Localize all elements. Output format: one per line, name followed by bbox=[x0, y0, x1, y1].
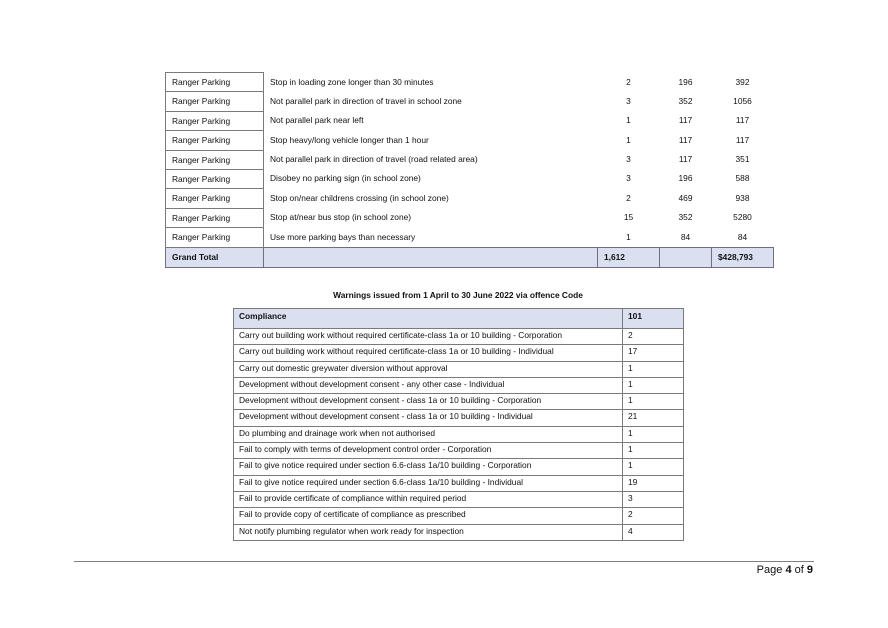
parking-row bbox=[166, 208, 774, 227]
offence-total-cell: 117 bbox=[735, 134, 750, 145]
offence-count-cell: 15 bbox=[623, 212, 634, 223]
warning-offence-cell: Not notify plumbing regulator when work ready for inspection bbox=[234, 524, 623, 540]
offence-fine-cell: 469 bbox=[678, 192, 693, 203]
offence-fine-cell: 117 bbox=[678, 115, 693, 126]
offence-fine-cell: 352 bbox=[678, 95, 693, 106]
offence-description-cell: Stop on/near childrens crossing (in school zone) bbox=[264, 189, 598, 208]
offence-count-cell: 1 bbox=[626, 115, 631, 126]
warning-row bbox=[234, 508, 684, 524]
offence-total-cell: 117 bbox=[735, 115, 750, 126]
warning-count-cell: 21 bbox=[623, 410, 684, 426]
offence-count-cell: 1 bbox=[626, 231, 631, 242]
page-of-word: of bbox=[794, 564, 804, 576]
grand-total-blank bbox=[264, 247, 598, 267]
warning-count-cell: 1 bbox=[623, 377, 684, 393]
warnings-caption: Warnings issued from 1 April to 30 June 2022 via offence Code bbox=[333, 290, 583, 300]
grand-total-label: Grand Total bbox=[166, 247, 264, 267]
warning-offence-cell: Development without development consent - any other case - Individual bbox=[234, 377, 623, 393]
offence-fine-cell: 352 bbox=[678, 212, 693, 223]
warning-offence-cell: Development without development consent - class 1a or 10 building - Corporation bbox=[234, 394, 623, 410]
warning-row bbox=[234, 345, 684, 361]
warnings-header-value: 101 bbox=[623, 309, 684, 329]
parking-row bbox=[166, 73, 774, 92]
warning-row bbox=[234, 329, 684, 345]
grand-total-count: 1,612 bbox=[598, 247, 660, 267]
offence-description-cell: Stop in loading zone longer than 30 minutes bbox=[264, 73, 598, 92]
offence-description-cell: Stop heavy/long vehicle longer than 1 hour bbox=[264, 131, 598, 150]
parking-row bbox=[166, 228, 774, 247]
warning-row bbox=[234, 443, 684, 459]
offence-description-cell: Not parallel park in direction of travel in school zone bbox=[264, 92, 598, 111]
offence-total-cell: 392 bbox=[735, 76, 750, 87]
offence-type-cell: Ranger Parking bbox=[166, 189, 264, 208]
offence-description-cell: Use more parking bays than necessary bbox=[264, 228, 598, 247]
warning-count-cell: 1 bbox=[623, 394, 684, 410]
offence-type-cell: Ranger Parking bbox=[166, 131, 264, 150]
warning-count-cell: 1 bbox=[623, 443, 684, 459]
parking-row bbox=[166, 169, 774, 188]
grand-total-amount: $428,793 bbox=[712, 247, 774, 267]
warning-row bbox=[234, 394, 684, 410]
warning-offence-cell: Fail to comply with terms of development control order - Corporation bbox=[234, 443, 623, 459]
offence-count-cell: 3 bbox=[626, 154, 631, 165]
warning-count-cell: 17 bbox=[623, 345, 684, 361]
page-number bbox=[757, 564, 813, 576]
warning-offence-cell: Development without development consent - class 1a or 10 building - Individual bbox=[234, 410, 623, 426]
parking-offences-table bbox=[165, 72, 774, 268]
warning-row bbox=[234, 361, 684, 377]
offence-total-cell: 351 bbox=[735, 154, 750, 165]
warning-count-cell: 3 bbox=[623, 491, 684, 507]
warning-count-cell: 1 bbox=[623, 459, 684, 475]
offence-type-cell: Ranger Parking bbox=[166, 208, 264, 227]
parking-row bbox=[166, 92, 774, 111]
offence-count-cell: 2 bbox=[626, 76, 631, 87]
warning-row bbox=[234, 459, 684, 475]
grand-total-fine-blank bbox=[660, 247, 712, 267]
footer-divider bbox=[74, 561, 814, 562]
parking-row bbox=[166, 131, 774, 150]
offence-type-cell: Ranger Parking bbox=[166, 92, 264, 111]
warning-offence-cell: Carry out building work without required certificate-class 1a or 10 building - Individual bbox=[234, 345, 623, 361]
warning-count-cell: 19 bbox=[623, 475, 684, 491]
offence-total-cell: 84 bbox=[737, 231, 748, 242]
offence-type-cell: Ranger Parking bbox=[166, 228, 264, 247]
offence-total-cell: 938 bbox=[735, 192, 750, 203]
grand-total-row bbox=[166, 247, 774, 267]
warning-row bbox=[234, 377, 684, 393]
offence-fine-cell: 196 bbox=[678, 173, 693, 184]
offence-fine-cell: 117 bbox=[678, 134, 693, 145]
warning-count-cell: 1 bbox=[623, 426, 684, 442]
warning-row bbox=[234, 475, 684, 491]
parking-row bbox=[166, 111, 774, 130]
warning-row bbox=[234, 524, 684, 540]
offence-total-cell: 1056 bbox=[733, 95, 752, 106]
page-word: Page bbox=[756, 564, 783, 576]
offence-description-cell: Not parallel park near left bbox=[264, 111, 598, 130]
warning-count-cell: 2 bbox=[623, 508, 684, 524]
offence-description-cell: Stop at/near bus stop (in school zone) bbox=[264, 208, 598, 227]
page-total: 9 bbox=[806, 564, 813, 576]
warning-offence-cell: Do plumbing and drainage work when not authorised bbox=[234, 426, 623, 442]
warning-offence-cell: Fail to give notice required under section 6.6-class 1a/10 building - Corporation bbox=[234, 459, 623, 475]
offence-type-cell: Ranger Parking bbox=[166, 111, 264, 130]
offence-description-cell: Disobey no parking sign (in school zone) bbox=[264, 169, 598, 188]
warning-offence-cell: Fail to provide copy of certificate of compliance as prescribed bbox=[234, 508, 623, 524]
warning-row bbox=[234, 410, 684, 426]
offence-count-cell: 3 bbox=[626, 173, 631, 184]
offence-total-cell: 5280 bbox=[733, 212, 752, 223]
offence-total-cell: 588 bbox=[735, 173, 750, 184]
warnings-table bbox=[233, 308, 684, 541]
parking-row bbox=[166, 150, 774, 169]
offence-count-cell: 2 bbox=[626, 192, 631, 203]
warning-offence-cell: Carry out building work without required certificate-class 1a or 10 building - Corporation bbox=[234, 329, 623, 345]
offence-fine-cell: 84 bbox=[680, 231, 691, 242]
offence-type-cell: Ranger Parking bbox=[166, 169, 264, 188]
warning-row bbox=[234, 491, 684, 507]
warning-offence-cell: Carry out domestic greywater diversion without approval bbox=[234, 361, 623, 377]
warning-offence-cell: Fail to give notice required under section 6.6-class 1a/10 building - Individual bbox=[234, 475, 623, 491]
warnings-header-label: Compliance bbox=[234, 309, 623, 329]
warning-offence-cell: Fail to provide certificate of compliance within required period bbox=[234, 491, 623, 507]
page-current: 4 bbox=[785, 564, 792, 576]
offence-count-cell: 1 bbox=[626, 134, 631, 145]
offence-count-cell: 3 bbox=[626, 95, 631, 106]
warning-count-cell: 1 bbox=[623, 361, 684, 377]
warnings-header-row bbox=[234, 309, 684, 329]
warning-count-cell: 2 bbox=[623, 329, 684, 345]
offence-description-cell: Not parallel park in direction of travel (road related area) bbox=[264, 150, 598, 169]
warning-row bbox=[234, 426, 684, 442]
offence-type-cell: Ranger Parking bbox=[166, 150, 264, 169]
offence-type-cell: Ranger Parking bbox=[166, 73, 264, 92]
offence-fine-cell: 117 bbox=[678, 154, 693, 165]
warning-count-cell: 4 bbox=[623, 524, 684, 540]
parking-row bbox=[166, 189, 774, 208]
offence-fine-cell: 196 bbox=[678, 76, 693, 87]
